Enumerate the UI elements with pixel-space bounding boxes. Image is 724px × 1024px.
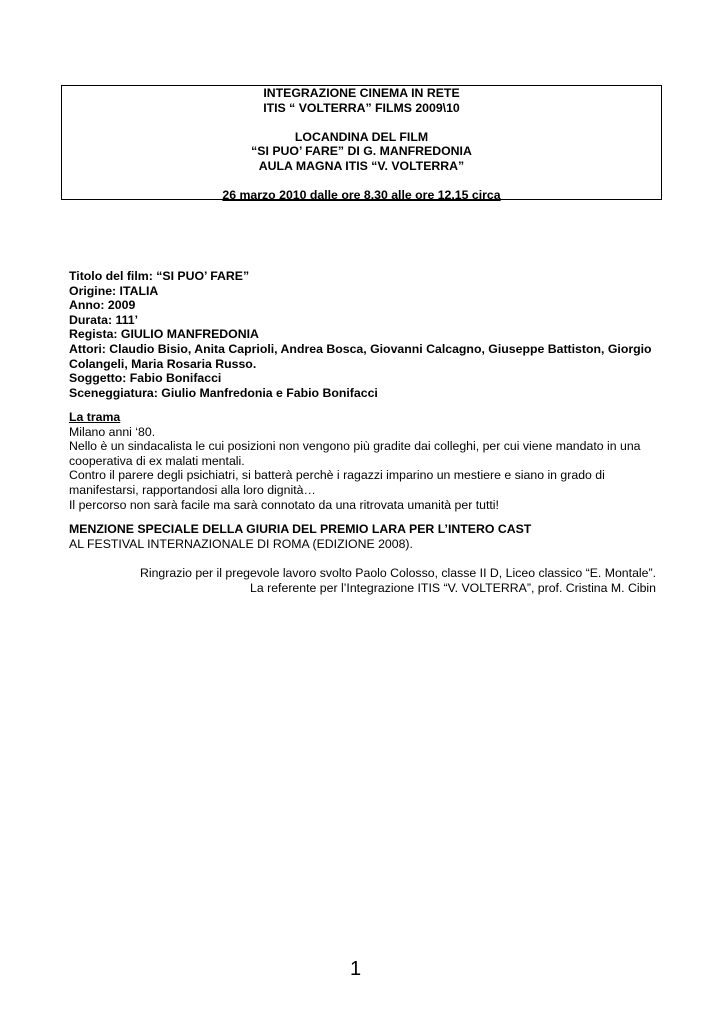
plot-line: Il percorso non sarà facile ma sarà connotato da una ritrovata umanità per tutti! [69,497,499,512]
header-locandina: LOCANDINA DEL FILM [294,129,429,144]
page-number: 1 [350,958,362,980]
plot-line: cooperativa di ex malati mentali. [69,453,245,468]
acknowledgements [56,566,656,595]
film-actors-continued: Colangeli, Maria Rosaria Russo. [69,356,257,371]
award-section [69,522,659,551]
film-year: Anno: 2009 [69,298,136,313]
film-origin: Origine: ITALIA [69,283,159,298]
film-subject: Soggetto: Fabio Bonifacci [69,371,222,386]
film-title: Titolo del film: “SI PUO’ FARE” [69,269,250,283]
plot-line: Nello è un sindacalista le cui posizioni non vengono più gradite dai colleghi, per cui viene mandato in una [69,439,641,454]
header-box [61,85,662,200]
plot-section [69,410,659,512]
acknowledgement-line: Ringrazio per il pregevole lavoro svolto Paolo Colosso, classe II D, Liceo classico “E. Montale”. [139,566,656,580]
film-screenplay: Sceneggiatura: Giulio Manfredonia e Fabio Bonifacci [69,385,378,400]
signature-line: La referente per l’Integrazione ITIS “V. VOLTERRA”, prof. Cristina M. Cibin [250,580,656,595]
header-subtitle: ITIS “ VOLTERRA” FILMS 2009\10 [263,100,460,115]
header-spacer [62,173,661,188]
award-title: MENZIONE SPECIALE DELLA GIURIA DEL PREMIO LARA PER L’INTERO CAST [69,522,532,536]
header-spacer [62,115,661,130]
header-title: INTEGRAZIONE CINEMA IN RETE [263,86,460,100]
award-festival: AL FESTIVAL INTERNAZIONALE DI ROMA (EDIZIONE 2008). [69,536,413,551]
plot-heading: La trama [69,410,121,424]
header-location: AULA MAGNA ITIS “V. VOLTERRA” [258,158,465,173]
film-duration: Durata: 111’ [69,312,139,327]
plot-line: Contro il parere degli psichiatri, si batterà perchè i ragazzi imparino un mestiere e siano in grado di [69,468,605,483]
header-film-title: “SI PUO’ FARE” DI G. MANFREDONIA [251,144,472,158]
header-date: 26 marzo 2010 dalle ore 8.30 alle ore 12.15 circa [222,187,501,202]
film-info [69,269,659,400]
plot-line: Milano anni ‘80. [69,424,156,439]
plot-line: manifestarsi, rapportandosi alla loro dignità… [69,482,316,497]
film-actors: Attori: Claudio Bisio, Anita Caprioli, Andrea Bosca, Giovanni Calcagno, Giuseppe Battiston, Giorgio [69,341,652,356]
film-director: Regista: GIULIO MANFREDONIA [69,327,259,342]
